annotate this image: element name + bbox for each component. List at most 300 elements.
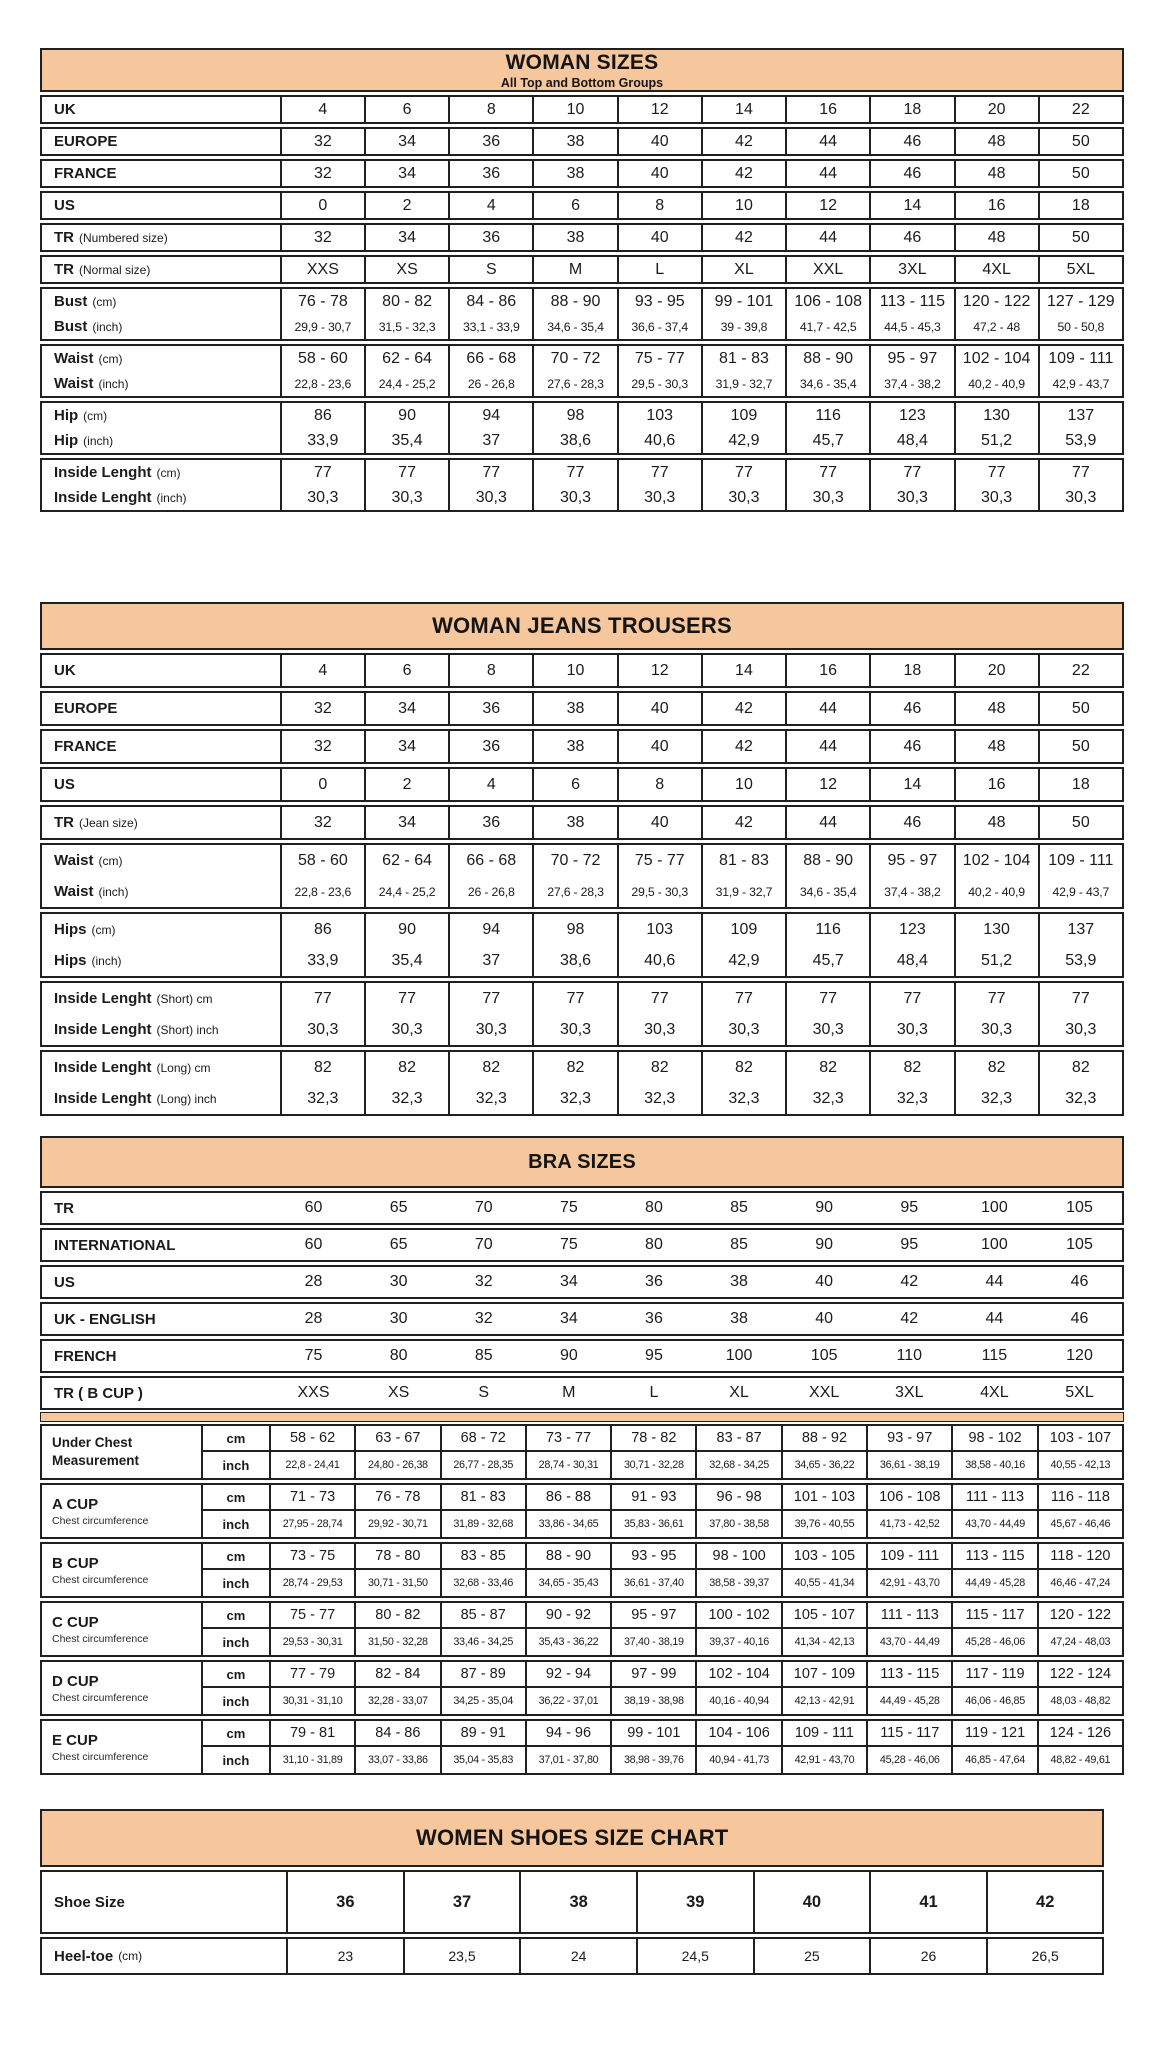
cup-band [40, 1483, 1124, 1539]
value-cell: 119 - 121 [951, 1721, 1036, 1745]
unit-cell: cm [203, 1544, 271, 1568]
row-label [42, 289, 282, 314]
table-title: WOMAN SIZES [505, 50, 659, 74]
value-cell: 22,8 - 23,6 [294, 884, 352, 899]
value-cell: 28 [304, 1273, 323, 1290]
row-label [42, 731, 282, 762]
value-cell: 32,3 [448, 1083, 532, 1114]
value-cell: 34 [364, 731, 448, 762]
table-row [42, 193, 1122, 218]
value-cell: 22,8 - 23,6 [294, 376, 352, 391]
row-label [42, 1052, 282, 1083]
value-cell: 65 [389, 1236, 408, 1253]
value-cell: 4 [448, 769, 532, 800]
cup-label [42, 1485, 203, 1537]
value-cell: 31,9 - 32,7 [701, 371, 785, 396]
value-cell: 45,67 - 46,46 [1037, 1511, 1122, 1537]
value-cell: 107 - 109 [781, 1662, 866, 1686]
value-cell: 3XL [869, 257, 953, 282]
value-cell: 28 [304, 1310, 323, 1327]
value-cell: 47,2 - 48 [954, 314, 1038, 339]
value-cell: 30,3 [448, 485, 532, 510]
row-label-suffix: (inch) [98, 376, 129, 391]
value-cell: 33,9 [307, 951, 339, 969]
value-cell: 4XL [954, 257, 1038, 282]
table-band [40, 1870, 1104, 1934]
value-cell: 109 - 111 [866, 1544, 951, 1568]
cup-sublabel: Chest circumference [52, 1632, 149, 1645]
table-subtitle: All Top and Bottom Groups [500, 75, 664, 90]
row-label-suffix: (Jean size) [79, 815, 138, 830]
value-cell: 37 [448, 428, 532, 453]
row-label [42, 876, 282, 907]
value-cell: 40,16 - 40,94 [695, 1688, 780, 1714]
value-cell: 40,55 - 41,34 [781, 1570, 866, 1596]
row-label [42, 346, 282, 371]
value-cell: 32,3 [954, 1083, 1038, 1114]
row-label-text: EUROPE [54, 700, 118, 717]
value-cell: 87 - 89 [440, 1662, 525, 1686]
value-cell: 48 [954, 161, 1038, 186]
table-band [40, 767, 1124, 802]
value-cell: 77 [313, 989, 332, 1007]
row-label [42, 1341, 271, 1371]
value-cell: 113 - 115 [951, 1544, 1036, 1568]
table-row [42, 914, 1122, 945]
value-cell: 30,3 [364, 1014, 448, 1045]
value-cell: 77 [954, 460, 1038, 485]
table-row [42, 731, 1122, 762]
row-label [42, 1230, 271, 1260]
value-cell: 30,3 [954, 485, 1038, 510]
value-cell: 77 [701, 460, 785, 485]
table-row [42, 1083, 1122, 1114]
value-cell: 31,5 - 32,3 [364, 314, 448, 339]
bra-cup-measurements-table [40, 1424, 1124, 1775]
value-cell: 40 [815, 1310, 834, 1327]
cup-band [40, 1719, 1124, 1775]
value-cell: 41,73 - 42,52 [866, 1511, 951, 1537]
value-cell: 27,95 - 28,74 [282, 1518, 343, 1530]
value-cell: 45,7 [785, 428, 869, 453]
value-cell: 4 [318, 100, 328, 118]
value-cell: 33,07 - 33,86 [354, 1747, 439, 1773]
value-cell: 44 [785, 807, 869, 838]
value-cell: 115 [981, 1347, 1008, 1364]
value-cell: 35,04 - 35,83 [440, 1747, 525, 1773]
value-cell: 34 [364, 807, 448, 838]
value-cell: 4 [318, 661, 328, 679]
table-row [42, 945, 1122, 976]
value-cell: 75 - 77 [617, 346, 701, 371]
value-cell: 77 [701, 983, 785, 1014]
value-cell: 29,5 - 30,3 [617, 371, 701, 396]
value-cell: 23 [337, 1948, 354, 1964]
value-cell: 36,61 - 37,40 [610, 1570, 695, 1596]
table-row [42, 1052, 1122, 1083]
cup-name: B CUP [52, 1554, 99, 1572]
value-cell: 42 [900, 1273, 919, 1290]
value-cell: 32,28 - 33,07 [354, 1688, 439, 1714]
value-cell: 93 - 97 [866, 1426, 951, 1450]
value-cell: 30,3 [364, 485, 448, 510]
row-label [42, 257, 282, 282]
row-label-text: UK [54, 101, 76, 118]
value-cell: 4 [448, 193, 532, 218]
value-cell: 38 [532, 693, 616, 724]
row-label [42, 129, 282, 154]
value-cell: 79 - 81 [289, 1725, 336, 1741]
value-cell: 41,34 - 42,13 [781, 1629, 866, 1655]
value-cell: 22 [1038, 97, 1122, 122]
value-cell: 98 [532, 914, 616, 945]
value-cell: 77 [532, 983, 616, 1014]
value-cell: 78 - 80 [354, 1544, 439, 1568]
table-row [42, 807, 1122, 838]
value-cell: 85 - 87 [440, 1603, 525, 1627]
value-cell: 30,3 [869, 1014, 953, 1045]
value-cell: 40 [617, 807, 701, 838]
table-title: BRA SIZES [528, 1150, 636, 1173]
row-label-suffix: (cm) [156, 465, 181, 480]
value-cell: 34,6 - 35,4 [785, 876, 869, 907]
table-row [203, 1721, 1122, 1747]
table-band [40, 1302, 1124, 1336]
value-cell: 36 [448, 129, 532, 154]
value-cell: 30,71 - 31,50 [354, 1570, 439, 1596]
value-cell: 94 - 96 [525, 1721, 610, 1745]
value-cell: 94 [448, 403, 532, 428]
value-cell: 12 [785, 769, 869, 800]
value-cell: 115 - 117 [866, 1721, 951, 1745]
table-row [42, 314, 1122, 339]
table-row [42, 1872, 1102, 1932]
table-row [42, 289, 1122, 314]
value-cell: 83 - 85 [440, 1544, 525, 1568]
value-cell: 62 - 64 [364, 845, 448, 876]
value-cell: 90 [815, 1236, 834, 1253]
value-cell: 38,6 [532, 945, 616, 976]
value-cell: 23,5 [403, 1939, 520, 1973]
row-label-suffix: (cm) [83, 408, 108, 423]
row-label-suffix: (Numbered size) [79, 230, 168, 245]
value-cell: XS [387, 1384, 410, 1401]
value-cell: 34,6 - 35,4 [532, 314, 616, 339]
value-cell: 30,3 [307, 488, 339, 506]
value-cell: 22 [1038, 655, 1122, 686]
table-band [40, 1265, 1124, 1299]
value-cell: 77 [364, 983, 448, 1014]
value-cell: 109 - 111 [1038, 845, 1122, 876]
value-cell: 97 - 99 [610, 1662, 695, 1686]
value-cell: 77 [785, 983, 869, 1014]
row-label [42, 983, 282, 1014]
value-cell: 18 [1038, 193, 1122, 218]
row-label-text: TR [54, 814, 74, 831]
value-cell: 80 - 82 [364, 289, 448, 314]
value-cell: 16 [785, 97, 869, 122]
table-row [42, 1267, 1122, 1297]
value-cell: 81 - 83 [701, 845, 785, 876]
value-cell: 50 [1038, 731, 1122, 762]
table-band [40, 729, 1124, 764]
value-cell: 137 [1038, 403, 1122, 428]
value-cell: 95 - 97 [610, 1603, 695, 1627]
value-cell: 46,46 - 47,24 [1037, 1570, 1122, 1596]
value-cell: 88 - 90 [785, 346, 869, 371]
value-cell: 30,3 [448, 1014, 532, 1045]
value-cell: 103 - 105 [781, 1544, 866, 1568]
value-cell: 8 [617, 193, 701, 218]
row-label-text: TR [54, 261, 74, 278]
table-row [203, 1485, 1122, 1511]
value-cell: 103 [617, 403, 701, 428]
row-label-text: Waist [54, 350, 94, 367]
value-cell: 40 [815, 1273, 834, 1290]
row-label-text: UK - ENGLISH [54, 1310, 156, 1328]
value-cell: 48,4 [869, 428, 953, 453]
value-cell: 68 - 72 [440, 1426, 525, 1450]
cup-name: Under Chest Measurement [52, 1435, 140, 1468]
value-cell: 44 [785, 129, 869, 154]
value-cell: 77 [532, 460, 616, 485]
value-cell: 46 [869, 807, 953, 838]
value-cell: 29,92 - 30,71 [354, 1511, 439, 1537]
value-cell: 44 [985, 1273, 1004, 1290]
value-cell: 36 [448, 225, 532, 250]
value-cell: 99 - 101 [701, 289, 785, 314]
value-cell: 42 [701, 693, 785, 724]
table-band [40, 653, 1124, 688]
value-cell: 50 [1038, 807, 1122, 838]
value-cell: 30 [389, 1310, 408, 1327]
value-cell: 37,40 - 38,19 [610, 1629, 695, 1655]
table-row [42, 129, 1122, 154]
value-cell: 102 - 104 [954, 845, 1038, 876]
value-cell: 70 - 72 [532, 346, 616, 371]
value-cell: 86 [313, 920, 332, 938]
value-cell: 42 [701, 807, 785, 838]
value-cell: 106 - 108 [866, 1485, 951, 1509]
value-cell: 77 [364, 460, 448, 485]
value-cell: 48 [954, 129, 1038, 154]
row-label-text: Inside Lenght [54, 489, 152, 506]
value-cell: 46,85 - 47,64 [951, 1747, 1036, 1773]
row-label [42, 945, 282, 976]
value-cell: 78 - 82 [610, 1426, 695, 1450]
value-cell: 38 [532, 225, 616, 250]
table-row [42, 346, 1122, 371]
row-label-suffix: (Long) inch [156, 1091, 217, 1106]
row-label-suffix: (Long) cm [156, 1060, 211, 1075]
row-label-text: Hip [54, 407, 79, 424]
value-cell: 30,3 [617, 485, 701, 510]
row-label-text: Shoe Size [54, 1893, 125, 1911]
value-cell: 116 - 118 [1037, 1485, 1122, 1509]
value-cell: 77 [785, 460, 869, 485]
value-cell: 28,74 - 30,31 [525, 1452, 610, 1478]
value-cell: 37,80 - 38,58 [695, 1511, 780, 1537]
cup-name: A CUP [52, 1495, 99, 1513]
woman_jeans-header [40, 602, 1124, 650]
cup-sublabel: Chest circumference [52, 1514, 149, 1527]
value-cell: 44,49 - 45,28 [951, 1570, 1036, 1596]
value-cell: 39 [636, 1872, 753, 1932]
value-cell: 27,6 - 28,3 [532, 876, 616, 907]
row-label-suffix: (cm) [98, 853, 123, 868]
value-cell: 82 [364, 1052, 448, 1083]
value-cell: 36,22 - 37,01 [525, 1688, 610, 1714]
row-label [42, 1083, 282, 1114]
value-cell: 80 [389, 1347, 408, 1364]
value-cell: M [562, 1384, 576, 1401]
value-cell: 50 [1038, 161, 1122, 186]
value-cell: 33,46 - 34,25 [440, 1629, 525, 1655]
table-band [40, 1050, 1124, 1116]
value-cell: 10 [532, 655, 616, 686]
row-label [42, 225, 282, 250]
value-cell: 44 [985, 1310, 1004, 1327]
value-cell: 84 - 86 [354, 1721, 439, 1745]
cup-rows [203, 1426, 1122, 1478]
row-label [42, 914, 282, 945]
value-cell: 44,5 - 45,3 [869, 314, 953, 339]
value-cell: 120 [1066, 1347, 1093, 1364]
value-cell: 50 [1038, 225, 1122, 250]
value-cell: 113 - 115 [866, 1662, 951, 1686]
value-cell: 81 - 83 [701, 346, 785, 371]
cup-label [42, 1426, 203, 1478]
value-cell: 50 [1038, 129, 1122, 154]
value-cell: 36 [645, 1310, 663, 1327]
row-label-suffix: (Normal size) [79, 262, 151, 277]
value-cell: 10 [532, 97, 616, 122]
row-label [42, 807, 282, 838]
value-cell: 42,9 [701, 428, 785, 453]
value-cell: 77 [869, 983, 953, 1014]
value-cell: 45,28 - 46,06 [951, 1629, 1036, 1655]
value-cell: 93 - 95 [610, 1544, 695, 1568]
table-row [42, 1230, 1122, 1260]
value-cell: 90 [364, 403, 448, 428]
value-cell: 50 - 50,8 [1038, 314, 1122, 339]
value-cell: 80 [645, 1199, 663, 1216]
table-row [42, 485, 1122, 510]
value-cell: 90 [815, 1199, 834, 1216]
value-cell: 42,91 - 43,70 [781, 1747, 866, 1773]
value-cell: 6 [532, 193, 616, 218]
value-cell: 26,5 [986, 1939, 1103, 1973]
row-label [42, 1014, 282, 1045]
row-label-text: Inside Lenght [54, 1059, 152, 1076]
value-cell: 31,10 - 31,89 [282, 1754, 343, 1766]
value-cell: 130 [954, 914, 1038, 945]
value-cell: 18 [869, 655, 953, 686]
value-cell: 84 - 86 [448, 289, 532, 314]
value-cell: 48,4 [869, 945, 953, 976]
value-cell: 12 [785, 193, 869, 218]
value-cell: 30,3 [307, 1020, 339, 1038]
value-cell: 32 [313, 228, 332, 246]
value-cell: 109 [701, 914, 785, 945]
value-cell: XS [364, 257, 448, 282]
value-cell: 77 [869, 460, 953, 485]
value-cell: 100 [981, 1236, 1008, 1253]
value-cell: 44 [785, 225, 869, 250]
row-label-text: INTERNATIONAL [54, 1236, 176, 1254]
value-cell: 44 [785, 161, 869, 186]
value-cell: 40 [617, 161, 701, 186]
value-cell: 95 [645, 1347, 663, 1364]
row-label [42, 1267, 271, 1297]
value-cell: 30,3 [785, 485, 869, 510]
table-row [203, 1603, 1122, 1629]
row-label-text: FRENCH [54, 1347, 117, 1365]
value-cell: 46 [869, 693, 953, 724]
table-row [42, 257, 1122, 282]
value-cell: 98 - 100 [695, 1544, 780, 1568]
value-cell: 33,1 - 33,9 [448, 314, 532, 339]
value-cell: 35,43 - 36,22 [525, 1629, 610, 1655]
cup-sublabel: Chest circumference [52, 1573, 149, 1586]
value-cell: 14 [701, 97, 785, 122]
table-band [40, 344, 1124, 398]
row-label-text: UK [54, 662, 76, 679]
row-label-suffix: (inch) [92, 319, 123, 334]
value-cell: 100 [981, 1199, 1008, 1216]
value-cell: 75 [559, 1199, 578, 1216]
table-band [40, 1191, 1124, 1225]
value-cell: 37 [403, 1872, 520, 1932]
row-label-text: Inside Lenght [54, 990, 152, 1007]
value-cell: 100 [725, 1347, 753, 1364]
value-cell: 3XL [895, 1384, 924, 1401]
value-cell: 8 [448, 97, 532, 122]
value-cell: 82 - 84 [354, 1662, 439, 1686]
value-cell: 8 [448, 655, 532, 686]
table-row [42, 1193, 1122, 1223]
value-cell: 73 - 77 [525, 1426, 610, 1450]
value-cell: 38 [532, 731, 616, 762]
value-cell: 24,80 - 26,38 [354, 1452, 439, 1478]
value-cell: L [617, 257, 701, 282]
table-band [40, 127, 1124, 156]
value-cell: 95 [900, 1199, 919, 1216]
value-cell: 118 - 120 [1037, 1544, 1122, 1568]
value-cell: 38 [532, 161, 616, 186]
value-cell: 77 [954, 983, 1038, 1014]
cup-rows [203, 1721, 1122, 1773]
row-label-text: Bust [54, 293, 88, 310]
row-label [42, 845, 282, 876]
table-band [40, 691, 1124, 726]
table-band [40, 843, 1124, 909]
row-label [42, 1378, 271, 1408]
value-cell: 85 [730, 1236, 748, 1253]
value-cell: 82 [701, 1052, 785, 1083]
value-cell: 70 - 72 [532, 845, 616, 876]
row-label [42, 161, 282, 186]
table-row [42, 769, 1122, 800]
bra-sizes-table [40, 1136, 1124, 1410]
cup-sublabel: Chest circumference [52, 1691, 149, 1704]
table-band [40, 95, 1124, 124]
row-label-suffix: (inch) [156, 490, 187, 505]
row-label [42, 193, 282, 218]
bra-header [40, 1136, 1124, 1188]
row-label-text: Inside Lenght [54, 1021, 152, 1038]
row-label-text: FRANCE [54, 738, 117, 755]
